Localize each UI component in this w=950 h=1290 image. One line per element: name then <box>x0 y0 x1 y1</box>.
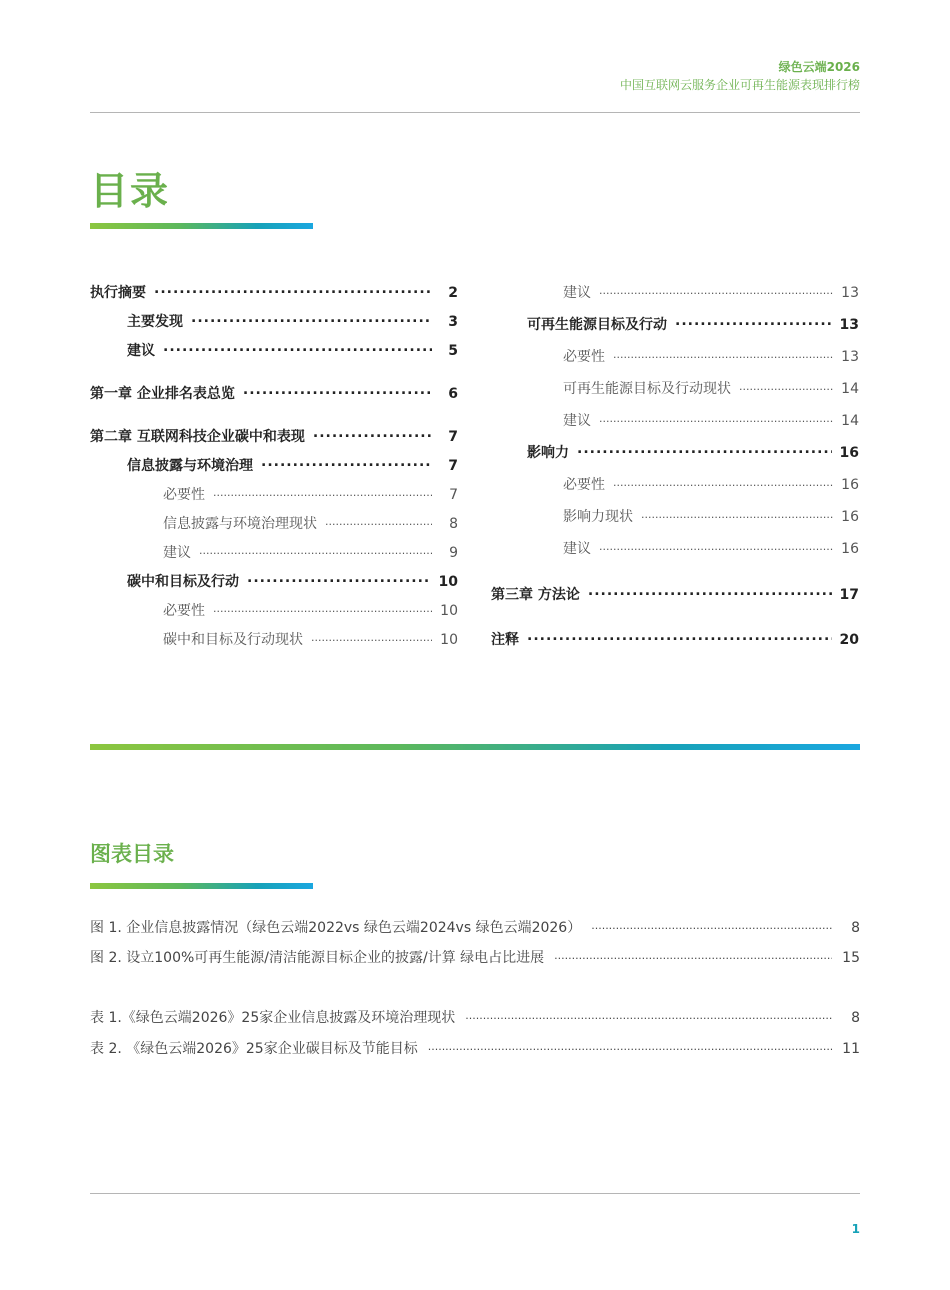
toc-entry-page: 10 <box>438 574 458 590</box>
toc-entry[interactable] <box>163 542 458 562</box>
table-entry-label: 表 1.《绿色云端2026》25家企业信息披露及环境治理现状 <box>90 1010 456 1026</box>
toc-entry-label: 建议 <box>127 343 155 359</box>
toc-entry-label: 必要性 <box>563 477 605 493</box>
toc-entry-page: 13 <box>841 285 859 301</box>
toc-entry-label: 建议 <box>563 285 591 301</box>
toc-entry[interactable] <box>563 378 859 398</box>
toc-entry[interactable] <box>90 426 458 446</box>
toc-entry[interactable] <box>563 538 859 558</box>
toc-entry-label: 建议 <box>563 413 591 429</box>
toc-entry-label: 信息披露与环境治理 <box>127 458 253 474</box>
toc-title: 目录 <box>90 169 171 213</box>
toc-leader <box>599 539 833 553</box>
toc-entry-page: 13 <box>839 317 859 333</box>
figure-entry[interactable] <box>90 917 860 937</box>
toc-leader <box>213 485 432 499</box>
toc-leader <box>599 283 833 297</box>
table-leader <box>465 1008 832 1022</box>
figure-entry-label: 图 2. 设立100%可再生能源/清洁能源目标企业的披露/计算 绿电占比进展 <box>90 950 545 966</box>
toc-leader <box>243 384 432 398</box>
toc-leader <box>213 601 432 615</box>
toc-leader <box>191 312 432 326</box>
toc-leader <box>261 456 432 470</box>
toc-entry-label: 主要发现 <box>127 314 183 330</box>
toc-entry-page: 16 <box>841 477 859 493</box>
toc-entry-page: 2 <box>448 285 458 301</box>
toc-entry[interactable] <box>127 311 458 331</box>
header-brand: 绿色云端2026 <box>778 60 860 74</box>
header-subtitle: 中国互联网云服务企业可再生能源表现排行榜 <box>619 78 860 92</box>
figures-title-underline <box>90 883 313 889</box>
toc-entry-label: 可再生能源目标及行动现状 <box>563 381 731 397</box>
toc-entry-page: 3 <box>448 314 458 330</box>
toc-entry-label: 第二章 互联网科技企业碳中和表现 <box>90 429 305 445</box>
toc-entry[interactable] <box>163 629 458 649</box>
toc-leader <box>199 543 432 557</box>
toc-entry[interactable] <box>563 506 859 526</box>
toc-entry-label: 必要性 <box>163 487 205 503</box>
figures-title: 图表目录 <box>90 842 174 866</box>
figure-entry-label: 图 1. 企业信息披露情况（绿色云端2022vs 绿色云端2024vs 绿色云端2026） <box>90 920 582 936</box>
toc-entry-label: 第一章 企业排名表总览 <box>90 386 235 402</box>
toc-entry-label: 可再生能源目标及行动 <box>527 317 667 333</box>
toc-entry-label: 碳中和目标及行动现状 <box>163 632 303 648</box>
toc-entry-label: 影响力现状 <box>563 509 633 525</box>
toc-entry-page: 8 <box>449 516 458 532</box>
toc-leader <box>163 341 432 355</box>
toc-leader <box>588 585 832 599</box>
footer-divider <box>90 1193 860 1194</box>
toc-entry-label: 信息披露与环境治理现状 <box>163 516 317 532</box>
toc-entry[interactable] <box>563 410 859 430</box>
toc-entry[interactable] <box>527 314 859 334</box>
toc-entry[interactable] <box>563 474 859 494</box>
toc-entry-page: 14 <box>841 381 859 397</box>
toc-leader <box>641 507 833 521</box>
toc-entry[interactable] <box>163 600 458 620</box>
toc-entry-page: 7 <box>448 458 458 474</box>
toc-entry-label: 建议 <box>563 541 591 557</box>
toc-entry-page: 6 <box>448 386 458 402</box>
toc-entry[interactable] <box>163 484 458 504</box>
section-divider <box>90 744 860 750</box>
toc-entry-label: 建议 <box>163 545 191 561</box>
toc-entry-label: 必要性 <box>163 603 205 619</box>
toc-leader <box>325 514 432 528</box>
toc-leader <box>739 379 833 393</box>
toc-entry[interactable] <box>491 584 859 604</box>
toc-entry-page: 7 <box>449 487 458 503</box>
table-entry[interactable] <box>90 1038 860 1058</box>
table-entry-page: 11 <box>842 1041 860 1057</box>
toc-entry-label: 碳中和目标及行动 <box>127 574 239 590</box>
toc-entry[interactable] <box>563 282 859 302</box>
toc-leader <box>675 315 832 329</box>
toc-entry[interactable] <box>491 629 859 649</box>
figure-entry[interactable] <box>90 947 860 967</box>
table-entry[interactable] <box>90 1007 860 1027</box>
figure-leader <box>591 918 832 932</box>
toc-leader <box>613 475 833 489</box>
toc-entry-label: 必要性 <box>563 349 605 365</box>
toc-leader <box>311 630 432 644</box>
toc-entry-label: 执行摘要 <box>90 285 146 301</box>
page-number: 1 <box>851 1222 860 1236</box>
toc-entry-page: 16 <box>841 541 859 557</box>
toc-entry-page: 10 <box>440 632 458 648</box>
toc-leader <box>599 411 833 425</box>
header-divider <box>90 112 860 113</box>
toc-entry-label: 第三章 方法论 <box>491 587 580 603</box>
toc-leader <box>154 283 432 297</box>
toc-entry-page: 16 <box>839 445 859 461</box>
toc-leader <box>613 347 833 361</box>
toc-entry-page: 20 <box>839 632 859 648</box>
toc-entry-page: 14 <box>841 413 859 429</box>
toc-entry-page: 5 <box>448 343 458 359</box>
toc-entry[interactable] <box>163 513 458 533</box>
toc-entry[interactable] <box>90 383 458 403</box>
toc-entry-page: 10 <box>440 603 458 619</box>
toc-leader <box>577 443 832 457</box>
table-leader <box>428 1039 832 1053</box>
toc-entry-page: 7 <box>448 429 458 445</box>
toc-entry[interactable] <box>127 340 458 360</box>
toc-entry-page: 9 <box>449 545 458 561</box>
figure-leader <box>554 948 832 962</box>
table-entry-page: 8 <box>851 1010 860 1026</box>
toc-entry[interactable] <box>127 455 458 475</box>
toc-entry[interactable] <box>90 282 458 302</box>
toc-entry[interactable] <box>563 346 859 366</box>
toc-leader <box>247 572 431 586</box>
toc-entry-label: 注释 <box>491 632 519 648</box>
figure-entry-page: 8 <box>851 920 860 936</box>
toc-entry[interactable] <box>527 442 859 462</box>
toc-entry-page: 17 <box>839 587 859 603</box>
toc-entry[interactable] <box>127 571 458 591</box>
figure-entry-page: 15 <box>842 950 860 966</box>
toc-entry-page: 16 <box>841 509 859 525</box>
toc-leader <box>313 427 432 441</box>
toc-title-underline <box>90 223 313 229</box>
toc-leader <box>527 630 832 644</box>
toc-entry-page: 13 <box>841 349 859 365</box>
table-entry-label: 表 2. 《绿色云端2026》25家企业碳目标及节能目标 <box>90 1041 418 1057</box>
toc-entry-label: 影响力 <box>527 445 569 461</box>
